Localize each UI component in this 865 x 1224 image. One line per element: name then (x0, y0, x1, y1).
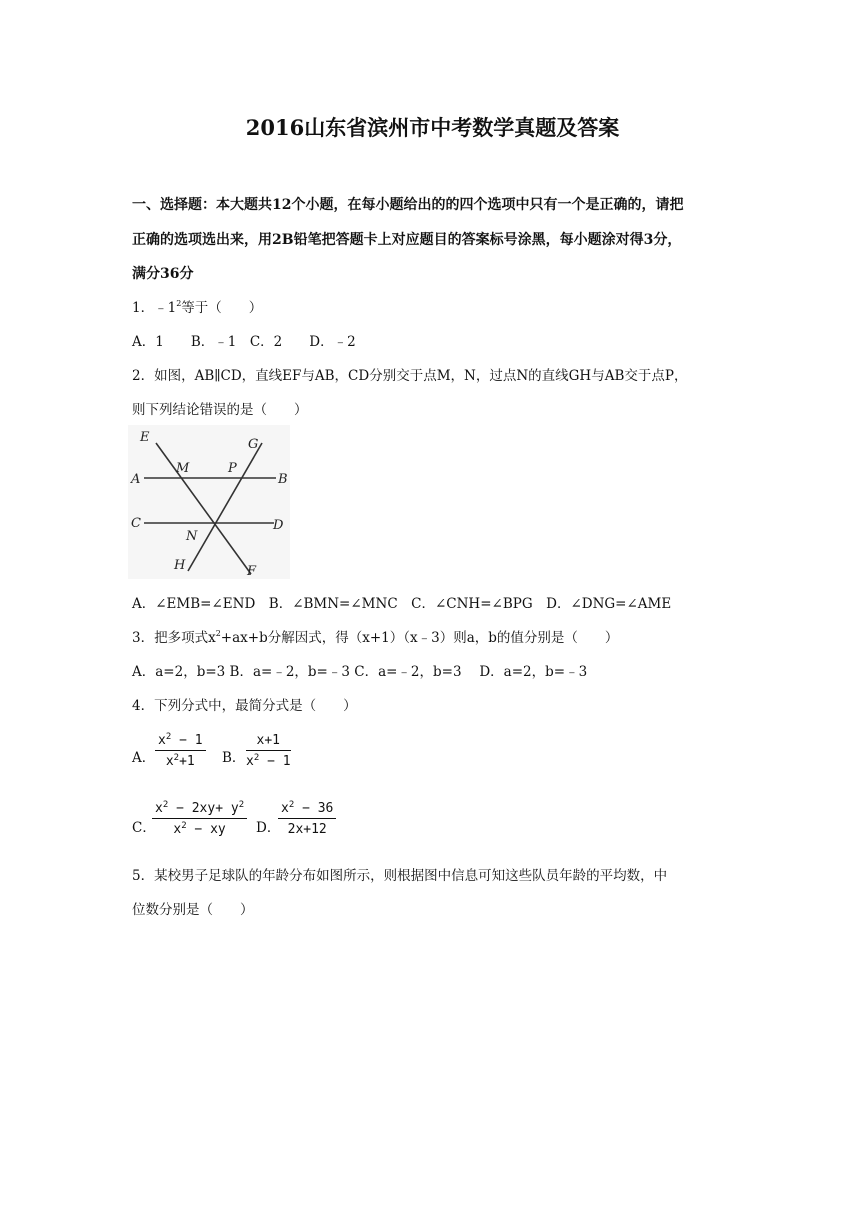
question-2-stem-line-2: 则下列结论错误的是（ ） (132, 402, 308, 418)
label-p: P (228, 461, 237, 476)
label-e: E (140, 430, 150, 445)
label-f: F (247, 564, 257, 579)
label-a: A (131, 472, 141, 487)
label-c: C (131, 516, 141, 531)
question-5-stem-line-2: 位数分别是（ ） (132, 902, 254, 918)
section-instructions-line-2: 正确的选项选出来，用2B铅笔把答题卡上对应题目的答案标号涂黑，每小题涂对得3分， (132, 232, 682, 248)
label-g: G (248, 437, 259, 452)
question-2-options: A．∠EMB=∠END B．∠BMN=∠MNC C．∠CNH=∠BPG D．∠DNG=∠AME (132, 596, 672, 612)
label-d: D (273, 518, 284, 533)
option-d-fraction: $\frac{x^2 - 36}{2x+12}$ (278, 801, 336, 837)
question-3-options: A．a=2，b=3 B．a=﹣2，b=﹣3 C．a=﹣2，b=3 D．a=2，b=﹣3 (132, 664, 588, 680)
section-instructions-line-1: 一、选择题：本大题共12个小题，在每小题给出的的四个选项中只有一个是正确的，请把 (132, 197, 684, 213)
option-d-label: D． (256, 820, 281, 836)
option-b-label: B． (222, 750, 246, 766)
option-a-fraction: $\frac{x^2 - 1}{x^2+1}$ (155, 733, 206, 769)
question-5-stem-line-1: 5．某校男子足球队的年龄分布如图所示，则根据图中信息可知这些队员年龄的平均数，中 (132, 868, 668, 884)
section-instructions-line-3: 满分36分 (132, 266, 194, 282)
option-a-label: A． (132, 750, 156, 766)
question-1-stem: 1．$﹣1^2$等于（ ） (132, 299, 263, 316)
page-title: 2016山东省滨州市中考数学真题及答案 (245, 115, 620, 140)
option-c-label: C． (132, 820, 156, 836)
option-c-fraction: $\frac{x^2 - 2xy+ y^2}{x^2 - xy}$ (152, 801, 247, 837)
label-h: H (174, 558, 186, 573)
label-n: N (186, 529, 198, 544)
option-b-fraction: $\frac{x+1}{x^2 - 1}$ (246, 733, 291, 769)
question-3-stem: 3．把多项式$x^2+ax+b$分解因式，得（x+1）（x﹣3）则a，b的值分别是（ ） (132, 629, 619, 646)
question-4-stem: 4．下列分式中，最简分式是（ ） (132, 698, 357, 714)
question-1-options: A．1 B．﹣1 C．2 D．﹣2 (132, 334, 356, 350)
parallel-lines-figure (128, 425, 290, 579)
question-2-stem-line-1: 2．如图，AB∥CD，直线EF与AB，CD分别交于点M，N，过点N的直线GH与AB交于点P， (132, 368, 688, 384)
label-m: M (176, 461, 190, 476)
label-b: B (278, 472, 288, 487)
